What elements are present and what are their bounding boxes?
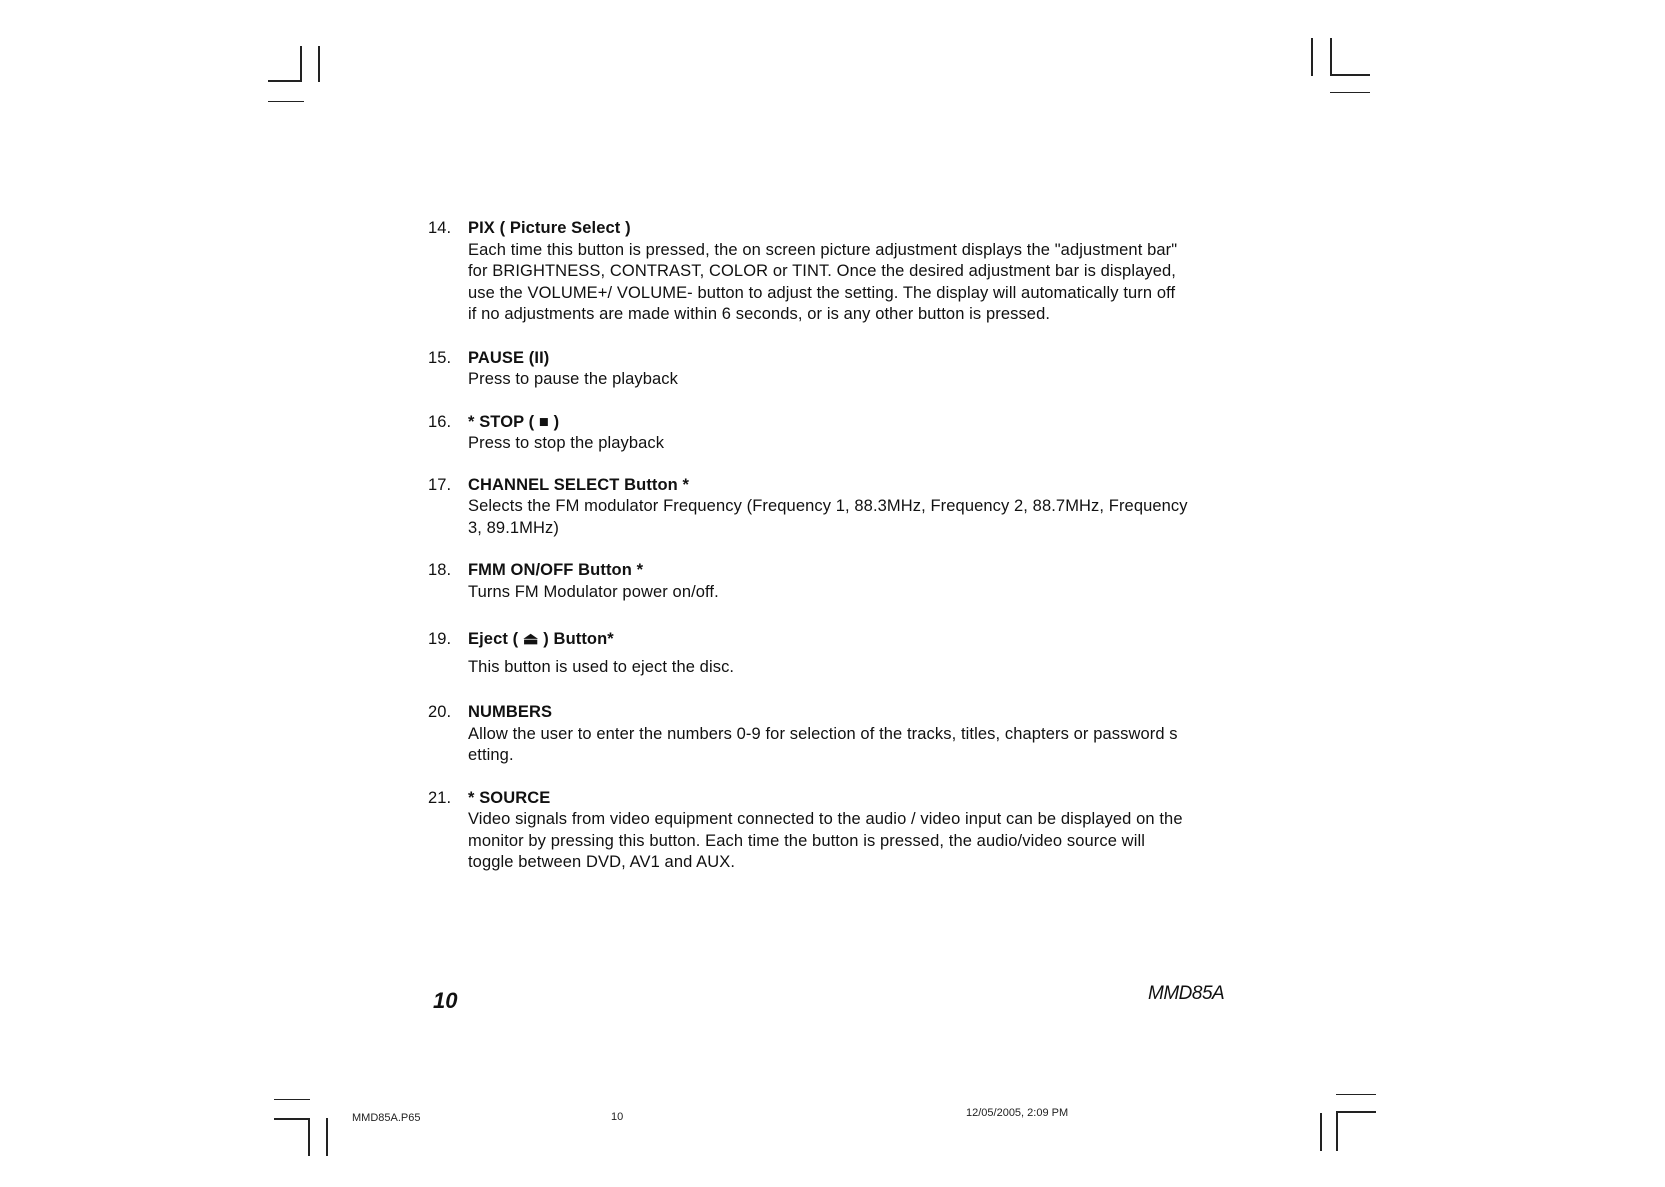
item-title: PAUSE (II) bbox=[468, 348, 550, 367]
item-description: Selects the FM modulator Frequency (Frequency 1, 88.3MHz, Frequency 2, 88.7MHz, Frequency 3, 89.1MHz) bbox=[468, 497, 1188, 537]
item-title: NUMBERS bbox=[468, 703, 553, 721]
item-title: Eject ( ⏏ ) Button* bbox=[468, 630, 614, 648]
item-description: Press to pause the playback bbox=[468, 370, 678, 388]
crop-mark-bottom-left bbox=[274, 1118, 310, 1120]
item-number: 20. bbox=[428, 703, 452, 721]
crop-mark-bottom-left bbox=[308, 1118, 310, 1156]
item-source bbox=[428, 788, 1188, 874]
item-title: * STOP ( ■ ) bbox=[468, 412, 560, 431]
crop-mark-top-right bbox=[1330, 92, 1370, 93]
item-numbers bbox=[428, 702, 1188, 767]
item-fmm-on-off bbox=[428, 560, 1188, 603]
crop-mark-top-left bbox=[300, 46, 302, 82]
crop-mark-top-left bbox=[318, 46, 320, 82]
crop-mark-top-right bbox=[1330, 38, 1332, 76]
item-title: * SOURCE bbox=[468, 788, 551, 807]
crop-mark-top-left bbox=[268, 80, 302, 82]
crop-mark-bottom-right bbox=[1320, 1113, 1322, 1151]
item-pause bbox=[428, 348, 1188, 391]
crop-mark-top-right bbox=[1330, 74, 1370, 76]
crop-mark-top-left bbox=[268, 101, 304, 102]
footer-timestamp: 12/05/2005, 2:09 PM bbox=[966, 1107, 1069, 1119]
footer-filename: MMD85A.P65 bbox=[352, 1112, 421, 1124]
item-description: This button is used to eject the disc. bbox=[468, 657, 735, 676]
item-stop bbox=[428, 412, 1188, 455]
crop-mark-bottom-left bbox=[326, 1118, 328, 1156]
item-description: Video signals from video equipment connected to the audio / video input can be displayed on the monitor by pressing this button. Each time the button is pressed, the audio/video source will toggle between DVD, AV1 and AUX. bbox=[468, 810, 1183, 871]
button-descriptions bbox=[428, 218, 1188, 874]
crop-mark-bottom-left bbox=[274, 1099, 310, 1100]
item-pix bbox=[428, 218, 1188, 326]
item-number: 19. bbox=[428, 630, 452, 648]
item-description: Turns FM Modulator power on/off. bbox=[468, 582, 719, 601]
page-number: 10 bbox=[433, 988, 458, 1013]
item-description: Press to stop the playback bbox=[468, 434, 665, 452]
item-number: 16. bbox=[428, 412, 452, 431]
item-description: Allow the user to enter the numbers 0-9 for selection of the tracks, titles, chapters or password s etting. bbox=[468, 724, 1178, 764]
crop-mark-bottom-right bbox=[1336, 1111, 1376, 1113]
footer-page: 10 bbox=[611, 1111, 624, 1123]
crop-mark-top-right bbox=[1311, 38, 1313, 76]
item-channel-select bbox=[428, 475, 1188, 540]
crop-mark-bottom-right bbox=[1336, 1111, 1338, 1151]
item-number: 14. bbox=[428, 219, 452, 237]
item-eject bbox=[428, 629, 1188, 678]
item-number: 15. bbox=[428, 348, 452, 367]
crop-mark-bottom-right bbox=[1336, 1094, 1376, 1095]
item-number: 17. bbox=[428, 475, 452, 494]
item-title: FMM ON/OFF Button * bbox=[468, 561, 644, 579]
item-description: Each time this button is pressed, the on screen picture adjustment displays the "adjustment bar" for BRIGHTNESS, CONTRAST, COLOR or TINT. Once the desired adjustment bar is displayed, use the VOLUME+/ VOLUME- button to adjust the setting. The display will automatically turn off if no adjustments are made within 6 seconds, or is any other button is pressed. bbox=[468, 240, 1178, 323]
item-title: CHANNEL SELECT Button * bbox=[468, 475, 690, 494]
model-label: MMD85A bbox=[1148, 983, 1225, 1004]
item-number: 18. bbox=[428, 561, 452, 579]
item-number: 21. bbox=[428, 788, 452, 807]
item-title: PIX ( Picture Select ) bbox=[468, 219, 631, 237]
